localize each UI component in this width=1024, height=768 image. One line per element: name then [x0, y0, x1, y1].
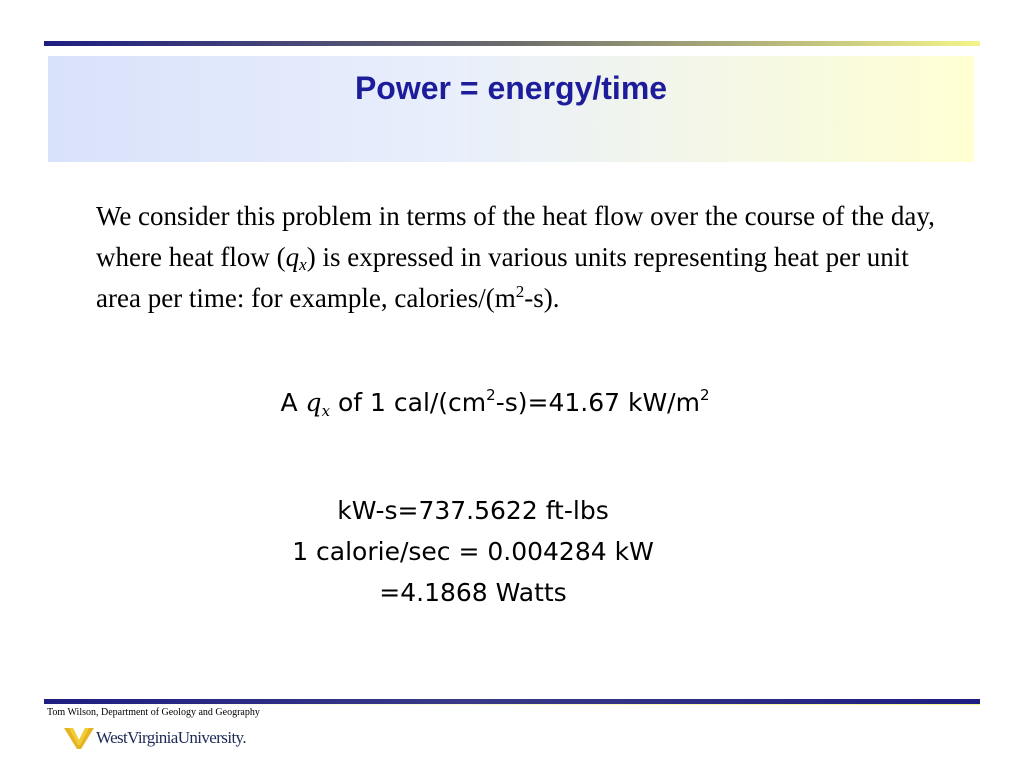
conversion-line: 1 calorie/sec = 0.004284 kW — [292, 537, 654, 566]
formula-prefix: A — [280, 388, 306, 417]
formula-q-symbol: q — [305, 388, 322, 417]
formula-sup-1: 2 — [486, 386, 496, 404]
heat-flow-formula — [0, 386, 990, 420]
conversion-list — [0, 490, 946, 613]
logo-wordmark: WestVirginiaUniversity. — [96, 728, 247, 747]
formula-middle: of 1 cal/(cm — [330, 388, 487, 417]
body-paragraph — [96, 196, 936, 319]
slide-title: Power = energy/time — [354, 70, 668, 106]
body-q-symbol: q — [285, 242, 300, 272]
bottom-divider-accent — [44, 704, 980, 705]
top-divider — [44, 41, 980, 46]
flying-wv-icon — [64, 726, 94, 750]
wvu-logo — [64, 723, 246, 753]
body-text-part3: -s). — [524, 283, 560, 313]
footer-author: Tom Wilson, Department of Geology and Geography — [47, 707, 260, 718]
body-q-subscript: x — [299, 255, 307, 274]
conversion-line: =4.1868 Watts — [379, 578, 567, 607]
formula-q-subscript: x — [321, 402, 331, 420]
body-superscript: 2 — [515, 282, 525, 301]
formula-middle-2: -s)=41.67 kW/m — [495, 388, 700, 417]
formula-sup-2: 2 — [699, 386, 710, 404]
body-text-part2: ) is expressed in various units representing heat per unit area per time: for example, calories/(m — [96, 242, 909, 313]
body-text-part1: We consider this problem in terms of the heat flow over the course of the day, where heat flow ( — [96, 201, 935, 272]
conversion-line: kW-s=737.5622 ft-lbs — [337, 496, 609, 525]
